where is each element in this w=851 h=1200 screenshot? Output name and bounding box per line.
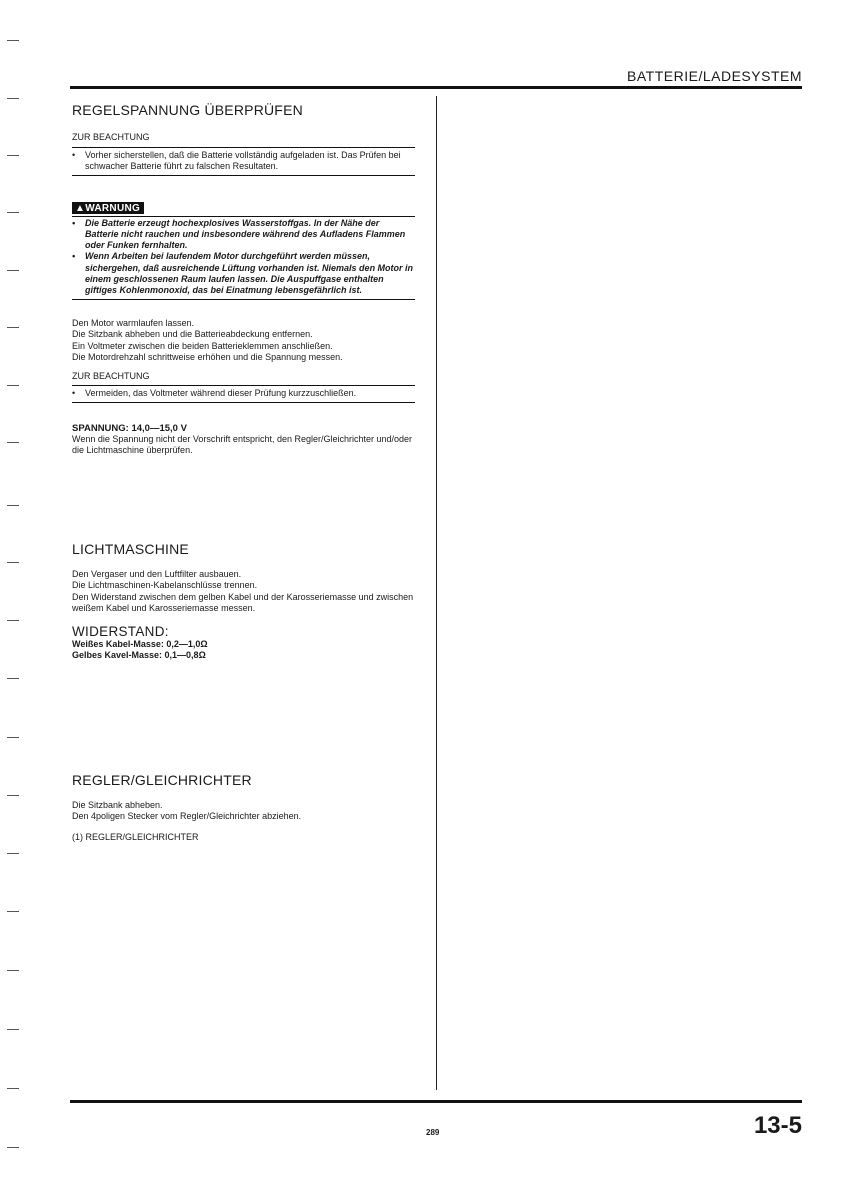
warning-rule-bottom — [72, 299, 415, 300]
note-label: ZUR BEACHTUNG — [72, 132, 150, 142]
warning-badge: ▲WARNUNG — [72, 202, 144, 214]
section-heading-lichtmaschine: LICHTMASCHINE — [72, 540, 189, 557]
footer-rule — [70, 1100, 802, 1103]
note2-rule-top — [72, 385, 415, 386]
bullet-dot: • — [72, 388, 76, 399]
note-rule-bottom — [72, 175, 415, 176]
resistance-value: Weißes Kabel-Masse: 0,2—1,0Ω — [72, 638, 208, 649]
header-rule — [70, 86, 802, 89]
procedure-steps — [72, 318, 415, 364]
note-bullet: • Vorher sicherstellen, daß die Batterie vollständig aufgeladen ist. Das Prüfen bei schwacher Batterie führt zu falschen Resultaten. — [72, 149, 401, 171]
warning-triangle-icon: ▲ — [75, 202, 86, 214]
section-heading-regelspannung: REGELSPANNUNG ÜBERPRÜFEN — [72, 102, 303, 118]
bullet-dot: • — [72, 251, 76, 262]
warning-bullet: • Die Batterie erzeugt hochexplosives Wasserstoffgas. In der Nähe der Batterie nicht rauchen und insbesondere während des Aufladens Flammen oder Funken fernhalten. — [72, 217, 406, 251]
resistance-label: WIDERSTAND: — [72, 623, 169, 639]
page-number: 289 — [426, 1128, 440, 1137]
warning-rule-top — [72, 216, 415, 217]
bullet-dot: • — [72, 217, 76, 228]
page-header-title: BATTERIE/LADESYSTEM — [627, 68, 802, 84]
note2-rule-bottom — [72, 402, 415, 403]
note-rule-top — [72, 147, 415, 148]
procedure-steps — [72, 569, 415, 615]
section-heading-regler: REGLER/GLEICHRICHTER — [72, 771, 252, 788]
voltage-spec: SPANNUNG: 14,0—15,0 V — [72, 422, 187, 434]
step-line: Ein Voltmeter zwischen die beiden Batterieklemmen anschließen. — [72, 340, 333, 351]
resistance-values — [72, 639, 415, 662]
note2-label: ZUR BEACHTUNG — [72, 370, 150, 381]
step-line: Den 4poligen Stecker vom Regler/Gleichrichter abziehen. — [72, 811, 302, 822]
voltage-spec-text: Wenn die Spannung nicht der Vorschrift entspricht, den Regler/Gleichrichter und/oder die Lichtmaschine überprüfen. — [72, 433, 413, 456]
column-divider — [436, 96, 437, 1090]
figure-caption: (1) REGLER/GLEICHRICHTER — [72, 831, 199, 842]
step-line: Die Sitzbank abheben und die Batterieabdeckung entfernen. — [72, 329, 313, 340]
step-line: Die Lichtmaschinen-Kabelanschlüsse trennen. — [72, 580, 258, 591]
warning-box — [72, 198, 415, 300]
step-line: Den Widerstand zwischen dem gelben Kabel und der Karosseriemasse und zwischen weißem Kabel und Karosseriemasse messen. — [72, 591, 414, 614]
warning-bullet: • Wenn Arbeiten bei laufendem Motor durchgeführt werden müssen, sichergehen, daß ausreichende Lüftung vorhanden ist. Niemals den Motor in einem geschlossenen Raum laufen lassen. Die Auspuffgase enthalten giftiges Kohlenmonoxid, das bei Einatmung lebensgefährlich ist. — [72, 251, 414, 296]
step-line: Den Motor warmlaufen lassen. — [72, 317, 195, 328]
resistance-value: Gelbes Kavel-Masse: 0,1—0,8Ω — [72, 650, 206, 661]
bullet-dot: • — [72, 149, 76, 160]
section-page-number: 13-5 — [753, 1112, 802, 1139]
step-line: Die Motordrehzahl schrittweise erhöhen und die Spannung messen. — [72, 352, 343, 363]
step-line: Die Sitzbank abheben. — [72, 799, 163, 810]
left-column — [72, 102, 415, 843]
procedure-steps — [72, 800, 415, 823]
note2-bullet: • Vermeiden, das Voltmeter während dieser Prüfung kurzzuschließen. — [72, 388, 357, 399]
step-line: Den Vergaser und den Luftfilter ausbauen. — [72, 568, 242, 579]
